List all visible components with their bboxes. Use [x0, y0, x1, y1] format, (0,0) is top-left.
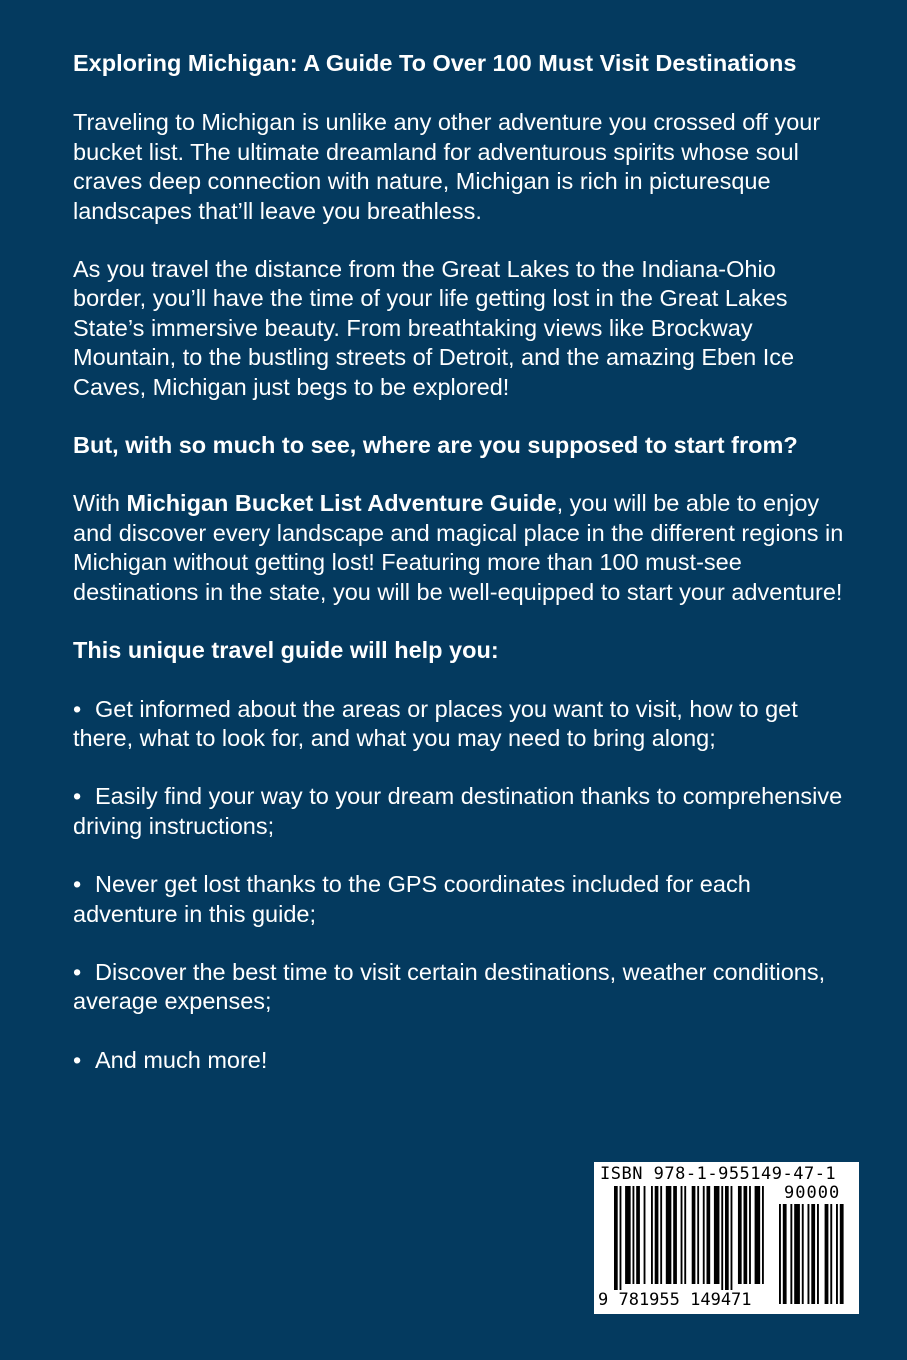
back-cover-text [73, 49, 848, 1104]
bullet-icon: • [73, 871, 82, 898]
page-title: Exploring Michigan: A Guide To Over 100 Must Visit Destinations [73, 50, 797, 76]
guide-heading: This unique travel guide will help you: [73, 637, 499, 664]
barcode-bar [755, 1186, 761, 1284]
barcode-bar [644, 1186, 646, 1284]
barcode-bar [703, 1186, 705, 1284]
barcode-bar [714, 1186, 720, 1284]
barcode-bar [744, 1186, 748, 1284]
barcode-addon-bar [817, 1204, 819, 1304]
price-code: 90000 [784, 1183, 841, 1203]
barcode-bar [692, 1186, 696, 1284]
barcode-bar [614, 1186, 618, 1290]
bullet-icon: • [73, 958, 82, 985]
list-item-text: Get informed about the areas or places you want to visit, how to get there, what to look for, and what you may need to bring along; [73, 695, 798, 751]
barcode-addon-bar [783, 1204, 787, 1304]
bullet-icon: • [73, 1046, 82, 1073]
barcode-addon-bar [794, 1204, 800, 1304]
book-title: Michigan Bucket List Adventure Guide [126, 490, 557, 517]
barcode-bar [636, 1186, 640, 1284]
isbn-label: ISBN 978-1-955149-47-1 [600, 1164, 837, 1184]
barcode-bar [620, 1186, 622, 1290]
barcode-bar [651, 1186, 653, 1284]
barcode-bar [655, 1186, 659, 1284]
barcode-bar [725, 1186, 729, 1290]
list-item [73, 870, 848, 929]
bullet-icon: • [73, 695, 82, 722]
list-item-text: And much more! [95, 1046, 268, 1073]
list-item [73, 1046, 848, 1075]
barcode-addon-bar [836, 1204, 838, 1304]
barcode-addon-bar [779, 1204, 781, 1304]
guide-paragraph [73, 489, 848, 607]
barcode-bar [681, 1186, 683, 1284]
barcode-bar [762, 1186, 764, 1284]
bullet-icon: • [73, 783, 82, 810]
list-item [73, 782, 848, 841]
barcode-addon-bar [790, 1204, 792, 1304]
barcode-bar [721, 1186, 723, 1290]
list-item [73, 695, 848, 754]
barcode-bar [673, 1186, 677, 1284]
isbn-barcode [594, 1162, 859, 1314]
barcode-addon-bar [808, 1204, 810, 1304]
barcode-bar [707, 1186, 711, 1284]
intro-paragraph: Traveling to Michigan is unlike any other adventure you crossed off your bucket list. The ultimate dreamland for adventurous spirits whose soul craves deep connection with nature, Michigan is rich in picturesque landscapes that’ll leave you breathless. [73, 109, 821, 224]
barcode-bar [738, 1186, 742, 1284]
guide-paragraph-lead: With [73, 490, 127, 517]
barcode-addon-bar [830, 1204, 832, 1304]
question-heading: But, with so much to see, where are you supposed to start from? [73, 432, 798, 459]
barcode-addon-bar [840, 1204, 844, 1304]
barcode-bar [684, 1186, 686, 1284]
guide-paragraph-rest: , you will be able to enjoy and discover every landscape and magical place in the different regions in Michigan without getting lost! Featuring more than 100 must-see destinations in the state, you will be well-equipped to start your adventure! [73, 490, 844, 605]
barcode-addon-bar [825, 1204, 829, 1304]
travel-paragraph: As you travel the distance from the Great Lakes to the Indiana-Ohio border, you’ll have the time of your life getting lost in the Great Lakes State’s immersive beauty. From breathtaking views like Brockway Mountain, to the bustling streets of Detroit, and the amazing Eben Ice Caves, Michigan just begs to be explored! [73, 256, 795, 400]
list-item-text: Discover the best time to visit certain destinations, weather conditions, average expenses; [73, 958, 826, 1015]
barcode-bar [749, 1186, 751, 1284]
barcode-addon-bar [811, 1204, 815, 1304]
barcode-digits: 9 781955 149471 [598, 1290, 752, 1310]
list-item-text: Easily find your way to your dream destination thanks to comprehensive driving instructions; [73, 783, 843, 839]
barcode-bar [633, 1186, 635, 1284]
barcode-bar [697, 1186, 699, 1284]
list-item-text: Never get lost thanks to the GPS coordinates included for each adventure in this guide; [73, 871, 751, 927]
barcode-bar [625, 1186, 631, 1284]
list-item [73, 958, 848, 1017]
barcode-addon-bar [802, 1204, 804, 1304]
barcode-bar [731, 1186, 733, 1290]
barcode-bar [660, 1186, 662, 1284]
barcode-bar [666, 1186, 672, 1284]
